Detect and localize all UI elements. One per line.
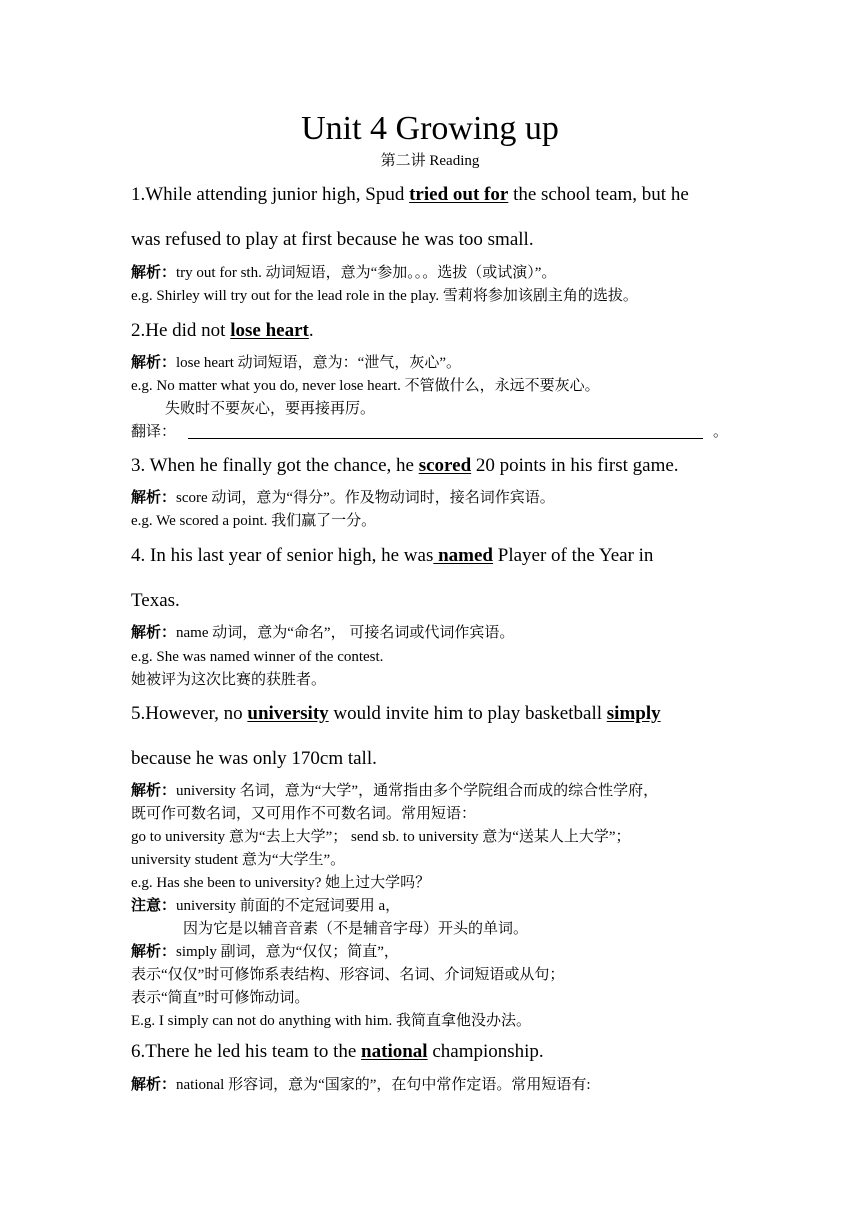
sentence-text: 20 points in his first game. <box>471 455 679 476</box>
sentence-2 <box>131 318 314 344</box>
analysis-text: simply 副词，意为“仅仅；简直”， <box>176 944 399 960</box>
sentence-text: championship. <box>427 1041 544 1062</box>
translation-line <box>131 421 728 443</box>
sentence-6 <box>131 1039 544 1065</box>
attention-text: university 前面的不定冠词要用 a， <box>176 898 401 914</box>
analysis-text: lose heart 动词短语，意为：“泄气，灰心”。 <box>176 355 461 371</box>
analysis-label: 解析： <box>131 944 177 960</box>
analysis-text: university 名词，意为“大学”，通常指由多个学院组合而成的综合性学府， <box>176 783 659 799</box>
analysis-4 <box>131 622 514 644</box>
analysis-label: 解析： <box>131 490 177 506</box>
analysis-text: score 动词，意为“得分”。作及物动词时，接名词作宾语。 <box>176 490 555 506</box>
sentence-text: Player of the Year in <box>493 545 654 566</box>
attention-5-line-2: 因为它是以辅音音素（不是辅音字母）开头的单词。 <box>183 921 529 937</box>
sentence-text: the school team, but he <box>508 184 689 205</box>
analysis-2 <box>131 352 461 374</box>
sentence-text: . <box>308 320 314 341</box>
analysis-label: 解析： <box>131 265 177 281</box>
keyword-simply: simply <box>606 703 661 724</box>
analysis-5b-line-2: 表示“仅仅”时可修饰系表结构、形容词、名词、介词短语或从句； <box>131 967 565 983</box>
example-3: e.g. We scored a point. 我们赢了一分。 <box>131 513 377 529</box>
analysis-label: 解析： <box>131 355 177 371</box>
page-title: Unit 4 Growing up <box>301 110 559 147</box>
translation-blank[interactable] <box>188 422 703 439</box>
analysis-6 <box>131 1074 591 1096</box>
translation-end: 。 <box>713 424 729 440</box>
keyword-scored: scored <box>418 455 472 476</box>
keyword-named: named <box>433 545 494 566</box>
sentence-5-line-2: because he was only 170cm tall. <box>131 748 377 769</box>
analysis-3 <box>131 487 555 509</box>
analysis-5-line-1 <box>131 780 658 802</box>
sentence-1-line-1 <box>131 182 689 208</box>
translation-label: 翻译： <box>131 424 177 440</box>
analysis-label: 解析： <box>131 625 177 641</box>
sentence-text: 3. When he finally got the chance, he <box>131 455 419 476</box>
sentence-5-line-1 <box>131 701 661 727</box>
sentence-4-line-1 <box>131 543 653 569</box>
sentence-text: 5.However, no <box>131 703 248 724</box>
sentence-text: would invite him to play basketball <box>328 703 607 724</box>
keyword-national: national <box>361 1041 428 1062</box>
analysis-text: national 形容词，意为“国家的”，在句中常作定语。常用短语有: <box>176 1077 591 1093</box>
sentence-text: 2.He did not <box>131 320 231 341</box>
sentence-text: 1.While attending junior high, Spud <box>131 184 410 205</box>
example-5: e.g. Has she been to university? 她上过大学吗？ <box>131 875 431 891</box>
keyword-lose-heart: lose heart <box>230 320 309 341</box>
example-2: e.g. No matter what you do, never lose heart. 不管做什么，永远不要灰心。 <box>131 378 600 394</box>
keyword-university: university <box>247 703 329 724</box>
sentence-1-line-2: was refused to play at first because he was too small. <box>131 229 534 250</box>
sentence-4-line-2: Texas. <box>131 590 180 611</box>
keyword-tried-out-for: tried out for <box>409 184 509 205</box>
sentence-text: 4. In his last year of senior high, he was <box>131 545 434 566</box>
example-5b: E.g. I simply can not do anything with him. 我简直拿他没办法。 <box>131 1013 531 1029</box>
example-4: e.g. She was named winner of the contest. <box>131 649 384 665</box>
attention-label: 注意： <box>131 898 177 914</box>
analysis-5-line-4: university student 意为“大学生”。 <box>131 852 346 868</box>
analysis-5b-line-3: 表示“简直”时可修饰动词。 <box>131 990 310 1006</box>
analysis-5-line-3: go to university 意为“去上大学”； send sb. to university 意为“送某人上大学”； <box>131 829 631 845</box>
analysis-5-line-2: 既可作可数名词，又可用作不可数名词。常用短语： <box>131 806 477 822</box>
analysis-5b <box>131 941 399 963</box>
analysis-label: 解析： <box>131 1077 177 1093</box>
example-4-cn: 她被评为这次比赛的获胜者。 <box>131 672 327 688</box>
page-subtitle: 第二讲 Reading <box>380 153 480 169</box>
example-1: e.g. Shirley will try out for the lead role in the play. 雪莉将参加该剧主角的选拔。 <box>131 288 638 304</box>
analysis-text: try out for sth. 动词短语，意为“参加。。。选拔（或试演）”。 <box>176 265 557 281</box>
sentence-3 <box>131 453 679 479</box>
analysis-1 <box>131 262 556 284</box>
analysis-text: name 动词，意为“命名”， 可接名词或代词作宾语。 <box>176 625 515 641</box>
analysis-label: 解析： <box>131 783 177 799</box>
attention-5 <box>131 895 400 917</box>
sentence-text: 6.There he led his team to the <box>131 1041 362 1062</box>
example-2-cn: 失败时不要灰心，要再接再厉。 <box>165 401 376 417</box>
